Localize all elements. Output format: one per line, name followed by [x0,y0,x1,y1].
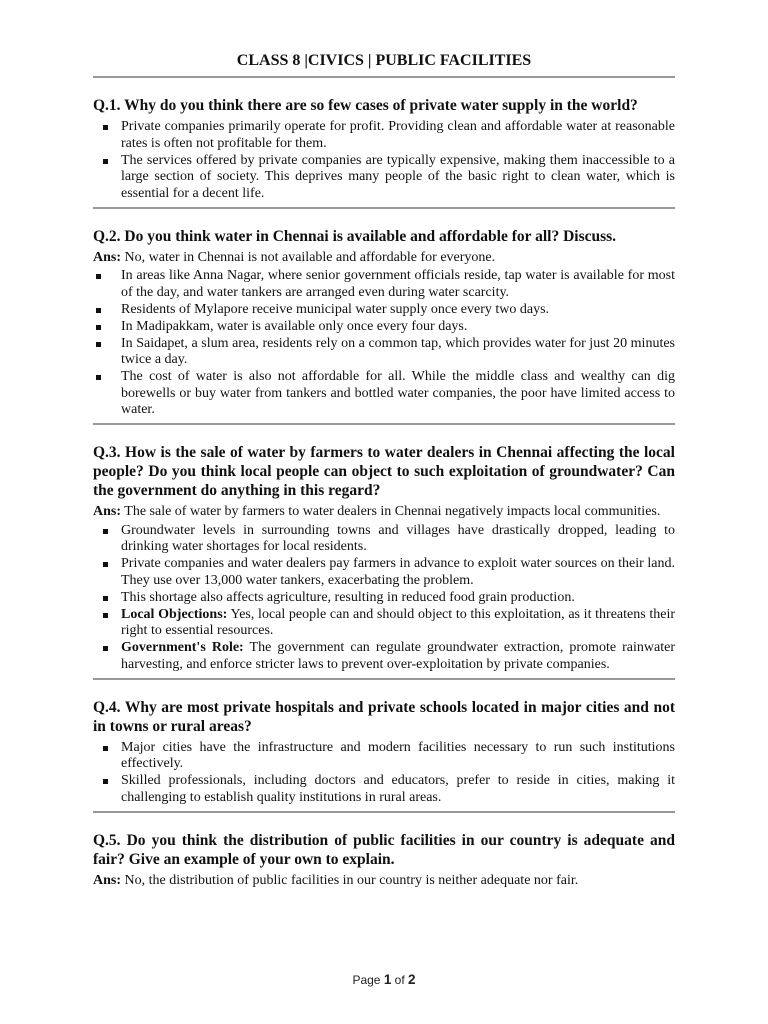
question-block-2 [93,209,675,426]
answer-text: No, the distribution of public facilities in our country is neither adequate nor fair. [121,872,579,888]
bullet-label: Local Objections: [121,606,228,622]
list-item: This shortage also affects agriculture, resulting in reduced food grain production. [93,590,675,607]
of-word: of [394,973,405,987]
answer-list [93,523,675,674]
list-item: Major cities have the infrastructure and modern facilities necessary to run such institutions effectively. [93,740,675,773]
question-heading: Q.1. Why do you think there are so few cases of private water supply in the world? [93,97,638,114]
list-item: The cost of water is also not affordable for all. While the middle class and wealthy can dig borewells or buy water from tankers and bottled water companies, the poor have limited access to water. [93,369,675,419]
list-item: Skilled professionals, including doctors and educators, prefer to reside in cities, making it challenging to establish quality institutions in rural areas. [93,773,675,806]
question-heading: Q.4. Why are most private hospitals and private schools located in major cities and not in towns or rural areas? [93,698,675,735]
answer-intro [93,873,675,890]
list-item: In areas like Anna Nagar, where senior government officials reside, tap water is available for most of the day, and water tankers are arranged even during water scarcity. [93,268,675,301]
bullet-text: Yes, local people can and should object to this exploitation, as it threatens their right to essential resources. [121,606,676,638]
bullet-label: Government's Role: [121,640,244,655]
answer-intro [93,504,675,521]
question-block-5 [93,813,675,896]
answer-list [93,740,675,807]
question-heading: Q.3. How is the sale of water by farmers to water dealers in Chennai affecting the local people? Do you think local people can object to such exploitation of groundwater? Can the government do anything in this regard? [93,444,675,499]
answer-text: No, water in Chennai is not available and affordable for everyone. [121,249,496,265]
list-item: Private companies primarily operate for profit. Providing clean and affordable water at reasonable rates is often not profitable for them. [93,119,675,152]
list-item [93,640,675,673]
question-block-1 [93,78,675,209]
page-word: Page [352,973,381,987]
answer-label: Ans: [93,504,122,519]
bullet-text: The government can regulate groundwater extraction, promote rainwater harvesting, and enforce stricter laws to prevent over-exploitation by private companies. [121,640,675,672]
answer-list [93,119,675,202]
question-heading: Q.2. Do you think water in Chennai is available and affordable for all? Discuss. [93,227,617,245]
question-block-3 [93,425,675,680]
answer-intro [93,250,675,267]
list-item: In Madipakkam, water is available only once every four days. [93,319,675,336]
question-heading: Q.5. Do you think the distribution of public facilities in our country is adequate and fair? Give an example of your own to explain. [93,831,675,868]
list-item: In Saidapet, a slum area, residents rely on a common tap, which provides water for just 20 minutes twice a day. [93,336,675,369]
list-item: Private companies and water dealers pay farmers in advance to exploit water sources on their land. They use over 13,000 water tankers, exacerbating the problem. [93,556,675,589]
list-item: The services offered by private companies are typically expensive, making them inaccessible to a large section of society. This deprives many people of the basic right to clean water, which is essential for a decent life. [93,153,675,203]
page-title: CLASS 8 |CIVICS | PUBLIC FACILITIES [93,52,675,78]
list-item: Residents of Mylapore receive municipal water supply once every two days. [93,302,675,319]
document-page [93,52,675,895]
answer-label: Ans: [93,249,122,265]
list-item: Groundwater levels in surrounding towns and villages have drastically dropped, leading to drinking water shortages for local residents. [93,523,675,556]
answer-label: Ans: [93,872,122,888]
page-current: 1 [383,972,392,987]
answer-text: The sale of water by farmers to water dealers in Chennai negatively impacts local communities. [121,504,661,519]
list-item [93,607,675,640]
answer-list [93,268,675,419]
page-total: 2 [408,972,416,987]
page-footer [0,972,768,987]
question-block-4 [93,680,675,813]
